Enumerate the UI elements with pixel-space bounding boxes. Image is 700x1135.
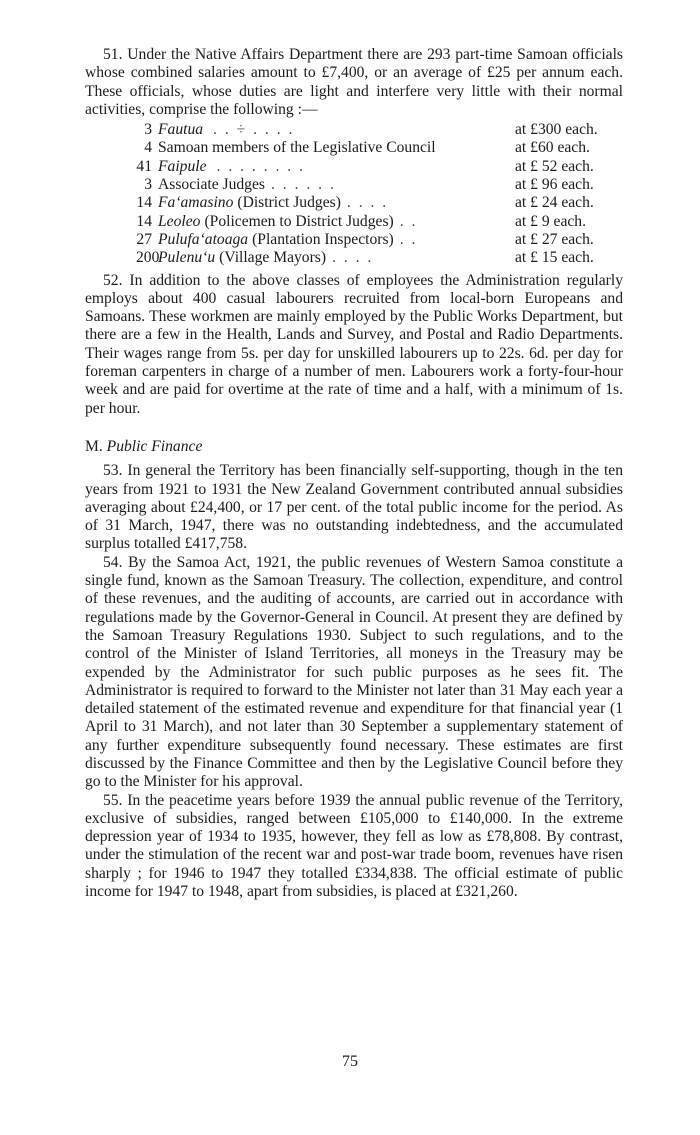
row-rate: at £ 24 each. [515, 194, 594, 212]
table-row [136, 194, 623, 212]
row-leader-dots: . . . . . . . . [216, 157, 305, 175]
row-title: Pulenu‘u [158, 249, 216, 267]
table-row [136, 121, 623, 139]
row-count: 200 [136, 249, 160, 267]
row-count: 3 [144, 121, 152, 139]
row-count: 14 [136, 212, 152, 230]
document-page [85, 46, 623, 901]
row-leader-dots: . . ÷ . . . . [213, 121, 295, 139]
row-rate: at £ 96 each. [515, 176, 594, 194]
row-leader-dots: . . . . [346, 194, 389, 212]
row-desc: (District Judges) [237, 194, 341, 212]
row-rate: at £300 each. [515, 121, 598, 139]
row-leader-dots: . . . . [332, 249, 374, 267]
row-desc: (Plantation Inspectors) [252, 230, 394, 248]
row-leader-dots: . . . . . . [270, 176, 336, 194]
paragraph-54: 54. By the Samoa Act, 1921, the public revenues of Western Samoa constitute a single fund, known as the Samoan Treasury. The collection, expenditure, and control of these revenues, and the auditing of accounts, are carried out in accordance with regulations made by the Governor-General in Council. At present they are defined by the Samoan Treasury Regulations 1930. Subject to such regulations, and to the control of the Minister of Island Territories, all moneys in the Treasury may be expended by the Administrator for such public purposes as he sees fit. The Administrator is required to forward to the Minister not later than 31 May each year a detailed statement of the estimated revenue and expenditure for that financial year (1 April to 31 March), and not later than 30 September a supplementary statement of any further expenditure subsequently found necessary. These estimates are first discussed by the Finance Committee and then by the Legislative Council before they go to the Minister for his approval. [85, 553, 623, 791]
table-row [136, 231, 623, 249]
row-desc: Samoan members of the Legislative Council [158, 139, 436, 157]
row-desc: (Policemen to District Judges) [204, 212, 394, 230]
row-rate: at £ 27 each. [515, 230, 594, 248]
row-rate: at £ 9 each. [515, 212, 587, 230]
row-title: Fa‘amasino [158, 194, 234, 212]
table-row [136, 213, 623, 231]
section-title: Public Finance [106, 437, 203, 455]
row-count: 3 [144, 176, 152, 194]
row-count: 14 [136, 194, 152, 212]
section-heading [85, 438, 623, 456]
row-leader-dots: . . [399, 230, 418, 248]
row-desc: Associate Judges [158, 176, 265, 194]
row-rate: at £60 each. [515, 139, 590, 157]
row-desc: (Village Mayors) [219, 249, 327, 267]
officials-table [136, 121, 623, 267]
row-count: 27 [136, 230, 152, 248]
paragraph-51: 51. Under the Native Affairs Department there are 293 part-time Samoan officials whose combined salaries amount to £7,400, or an average of £25 per annum each. These officials, whose duties are light and interfere very little with their normal activities, comprise the following :— [85, 46, 623, 118]
row-leader-dots: . . [399, 212, 418, 230]
row-title: Faipule [158, 157, 207, 175]
row-count: 41 [136, 157, 152, 175]
table-row [136, 139, 623, 157]
row-title: Leoleo [158, 212, 201, 230]
section-letter: M. [85, 437, 103, 455]
table-row [136, 158, 623, 176]
row-rate: at £ 52 each. [515, 157, 594, 175]
page-number: 75 [342, 1053, 358, 1070]
table-row [136, 249, 623, 267]
table-row [136, 176, 623, 194]
paragraph-52: 52. In addition to the above classes of employees the Administration regularly employs about 400 casual labourers recruited from local-born Europeans and Samoans. These workmen are mainly employed by the Public Works Department, but there are a few in the Health, Lands and Survey, and Postal and Radio Departments. Their wages range from 5s. per day for unskilled labourers up to 22s. 6d. per day for foreman carpenters in charge of a number of men. Labourers work a forty-four-hour week and are paid for overtime at the rate of time and a half, with a minimum of 1s. per hour. [85, 271, 623, 417]
row-title: Fautua [158, 121, 204, 139]
row-count: 4 [144, 139, 152, 157]
row-title: Pulufa‘atoaga [158, 230, 249, 248]
paragraph-53: 53. In general the Territory has been financially self-supporting, though in the ten years from 1921 to 1931 the New Zealand Government contributed annual subsidies averaging about £24,400, or 17 per cent. of the total public income for the period. As of 31 March, 1947, there was no outstanding indebtedness, and the accumulated surplus totalled £417,758. [85, 462, 623, 553]
paragraph-55: 55. In the peacetime years before 1939 the annual public revenue of the Territory, exclusive of subsidies, ranged between £105,000 to £140,000. In the extreme depression year of 1934 to 1935, however, they fell as low as £78,808. By contrast, under the stimulation of the recent war and post-war trade boom, revenues have risen sharply ; for 1946 to 1947 they totalled £334,838. The official estimate of public income for 1947 to 1948, apart from subsidies, is placed at £321,260. [85, 791, 623, 901]
row-rate: at £ 15 each. [515, 249, 594, 267]
